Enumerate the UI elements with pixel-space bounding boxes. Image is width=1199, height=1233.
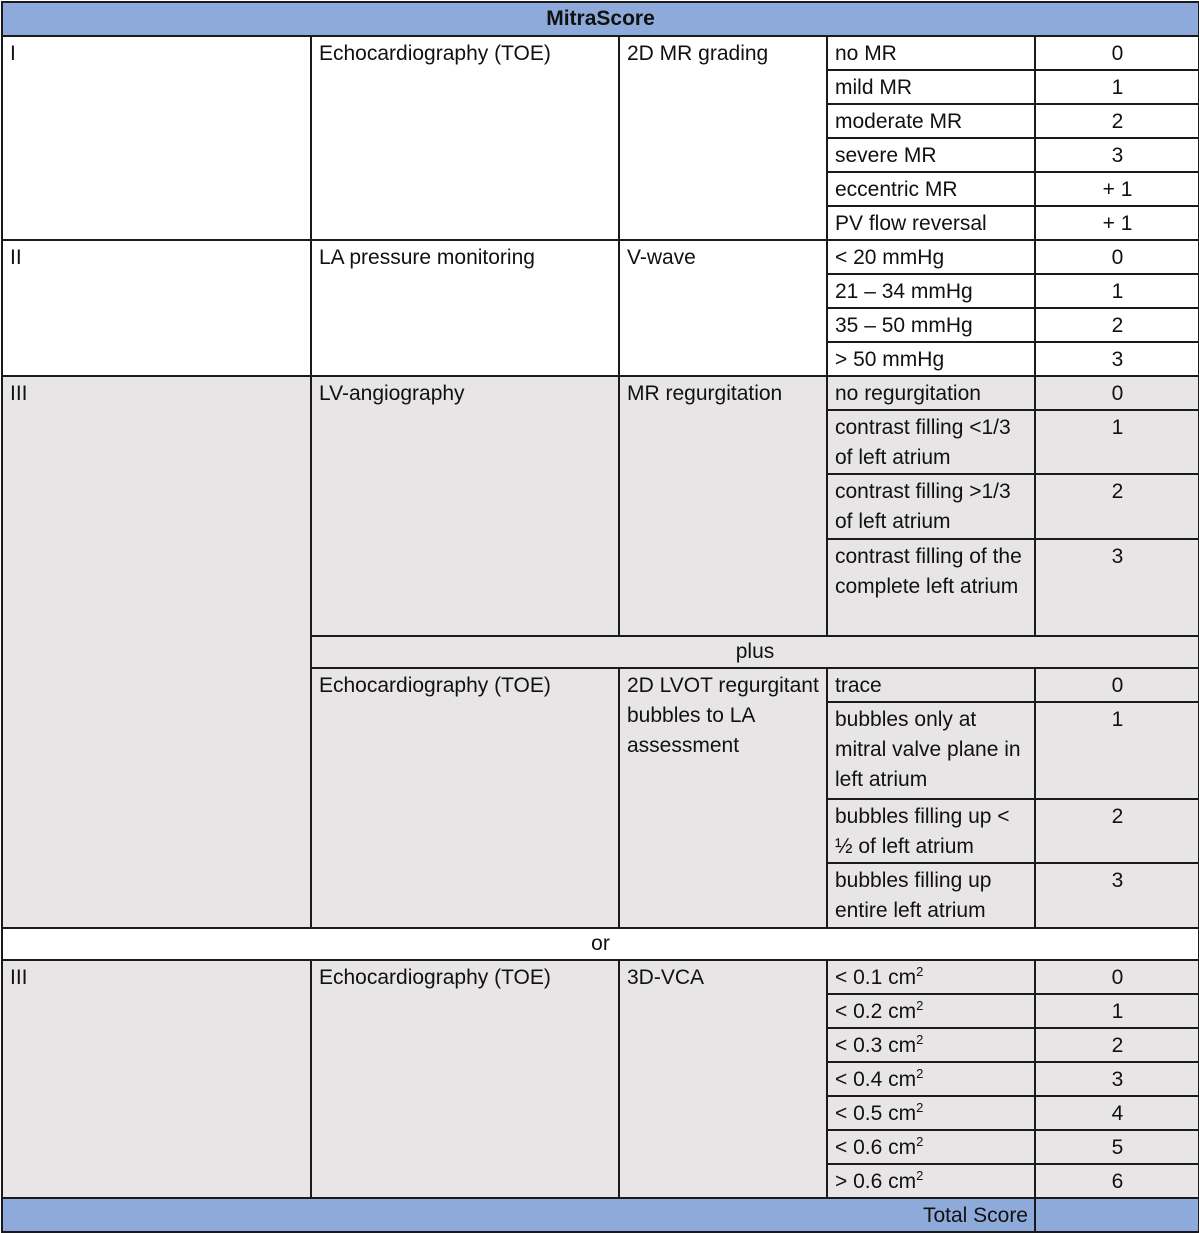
method-cell: Echocardiography (TOE) (311, 36, 619, 240)
table-title-row (2, 2, 1199, 36)
points-cell: + 1 (1035, 206, 1199, 240)
criterion-cell: eccentric MR (827, 172, 1035, 206)
points-cell: 3 (1035, 342, 1199, 376)
table-row (2, 36, 1199, 70)
points-cell: 6 (1035, 1164, 1199, 1198)
section-number: III (2, 960, 311, 1198)
parameter-cell: 2D MR grading (619, 36, 827, 240)
parameter-cell: 3D-VCA (619, 960, 827, 1198)
points-cell: 2 (1035, 308, 1199, 342)
criterion-cell: > 50 mmHg (827, 342, 1035, 376)
points-cell: 2 (1035, 474, 1199, 539)
criterion-cell: bubbles only at mitral valve plane in left atrium (827, 702, 1035, 799)
criterion-cell: severe MR (827, 138, 1035, 172)
criterion-cell: < 20 mmHg (827, 240, 1035, 274)
parameter-cell: MR regurgitation (619, 376, 827, 636)
points-cell: 1 (1035, 274, 1199, 308)
table-row (2, 960, 1199, 994)
method-cell: Echocardiography (TOE) (311, 668, 619, 928)
criterion-cell: < 0.6 $cm^2$ (827, 1130, 1035, 1164)
points-cell: 2 (1035, 104, 1199, 138)
criterion-cell: > 0.6 $cm^2$ (827, 1164, 1035, 1198)
criterion-cell: < 0.4 $cm^2$ (827, 1062, 1035, 1096)
points-cell: 1 (1035, 70, 1199, 104)
points-cell: 2 (1035, 1028, 1199, 1062)
criterion-cell: no regurgitation (827, 376, 1035, 410)
criterion-cell: moderate MR (827, 104, 1035, 138)
criterion-cell: contrast filling of the complete left atrium (827, 539, 1035, 636)
parameter-cell: 2D LVOT regurgitant bubbles to LA assessment (619, 668, 827, 928)
section-number: II (2, 240, 311, 376)
points-cell: + 1 (1035, 172, 1199, 206)
table-row (2, 376, 1199, 410)
points-cell: 5 (1035, 1130, 1199, 1164)
criterion-cell: < 0.5 $cm^2$ (827, 1096, 1035, 1130)
points-cell: 3 (1035, 138, 1199, 172)
total-score-row (2, 1198, 1199, 1232)
criterion-cell: contrast filling >1/3 of left atrium (827, 474, 1035, 539)
points-cell: 3 (1035, 863, 1199, 928)
section-number: III (2, 376, 311, 928)
criterion-cell: < 0.3 $cm^2$ (827, 1028, 1035, 1062)
points-cell: 1 (1035, 994, 1199, 1028)
method-cell: LA pressure monitoring (311, 240, 619, 376)
points-cell: 0 (1035, 668, 1199, 702)
points-cell: 2 (1035, 799, 1199, 863)
criterion-cell: < 0.1 $cm^2$ (827, 960, 1035, 994)
method-cell: Echocardiography (TOE) (311, 960, 619, 1198)
criterion-cell: trace (827, 668, 1035, 702)
points-cell: 0 (1035, 240, 1199, 274)
points-cell: 3 (1035, 539, 1199, 636)
plus-connector: plus (311, 636, 1199, 668)
points-cell: 1 (1035, 410, 1199, 474)
points-cell: 3 (1035, 1062, 1199, 1096)
mitrascore-table (1, 1, 1199, 1233)
points-cell: 0 (1035, 36, 1199, 70)
table-title: MitraScore (2, 2, 1199, 36)
points-cell: 4 (1035, 1096, 1199, 1130)
points-cell: 1 (1035, 702, 1199, 799)
table-row (2, 240, 1199, 274)
criterion-cell: bubbles filling up entire left atrium (827, 863, 1035, 928)
criterion-cell: mild MR (827, 70, 1035, 104)
criterion-cell: no MR (827, 36, 1035, 70)
total-score-label: Total Score (2, 1198, 1035, 1232)
criterion-cell: < 0.2 $cm^2$ (827, 994, 1035, 1028)
method-cell: LV-angiography (311, 376, 619, 636)
criterion-cell: 21 – 34 mmHg (827, 274, 1035, 308)
points-cell: 0 (1035, 960, 1199, 994)
criterion-cell: PV flow reversal (827, 206, 1035, 240)
points-cell: 0 (1035, 376, 1199, 410)
criterion-cell: 35 – 50 mmHg (827, 308, 1035, 342)
total-score-value (1035, 1198, 1199, 1232)
or-connector: or (2, 928, 1199, 960)
parameter-cell: V-wave (619, 240, 827, 376)
criterion-cell: contrast filling <1/3 of left atrium (827, 410, 1035, 474)
table-row (2, 928, 1199, 960)
section-number: I (2, 36, 311, 240)
criterion-cell: bubbles filling up < ½ of left atrium (827, 799, 1035, 863)
